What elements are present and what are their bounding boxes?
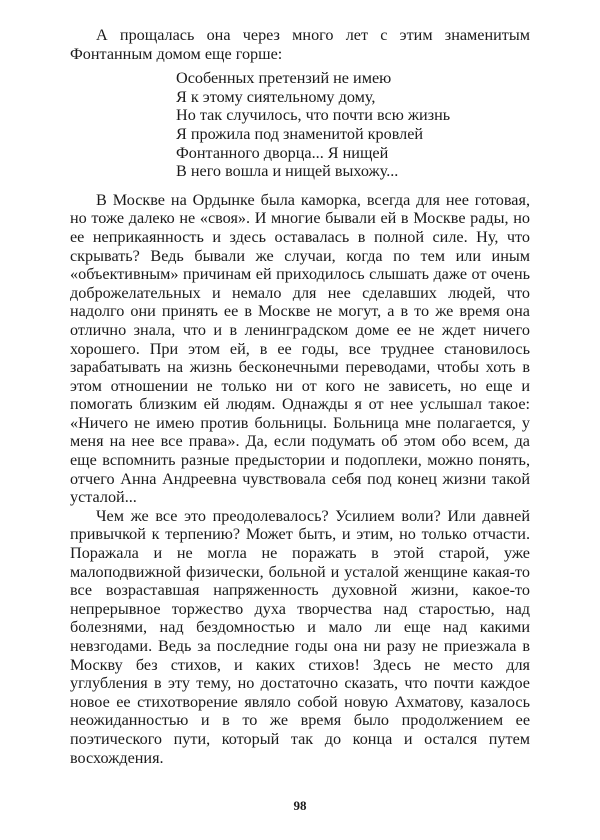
poem-quote bbox=[176, 69, 530, 181]
page-number: 98 bbox=[293, 798, 307, 813]
poem-line: Я к этому сиятельному дому, bbox=[176, 87, 376, 106]
paragraph-overcoming: Чем же все это преодолевалось? Усилием воли? Или давней привычкой к терпению? Может быть, и этим, но только отчасти. Поражала и не могла не поражать в этой старой, уже малоподвижной физически, больной и усталой женщине какая-то все возраставшая напряженность духовной жизни, какое-то непрерывное торжество духа творчества над старостью, над болезнями, над бездомностью и мало ли еще над какими невзгодами. Ведь за последние годы она ни разу не приезжала в Москву без стихов, и каких стихов! Здесь не место для углубления в эту тему, но достаточно сказать, что почти каждое новое ее стихотворение являло собой новую Ахматову, казалось неожиданностью и в то же время было продолжением ее поэтического пути, который так до конца и остался путем восхождения. bbox=[70, 506, 530, 767]
text-body bbox=[70, 26, 530, 767]
poem-line: В него вошла и нищей выхожу... bbox=[176, 162, 399, 181]
poem-line: Особенных претензий не имею bbox=[176, 69, 392, 88]
poem-line: Но так случилось, что почти всю жизнь bbox=[176, 106, 451, 125]
paragraph-intro: А прощалась она через много лет с этим знаменитым Фонтанным домом еще горше: bbox=[70, 26, 530, 63]
poem-line: Фонтанного дворца... Я нищей bbox=[176, 143, 389, 162]
paragraph-moscow: В Москве на Ордынке была каморка, всегда для нее готовая, но тоже далеко не «своя». И многие бывали ей в Москве рады, но ее неприкаянность и здесь оставалась в полной силе. Ну, что скрывать? Ведь бывали же случаи, когда по тем или иным «объективным» причинам ей приходилось слышать даже от очень доброжелательных и немало для нее сделавших людей, что надолго они принять ее в Москве не могут, а в то же время она отлично знала, что и в ленинградском доме ее не ждет ничего хорошего. При этом ей, в ее годы, все труднее становилось зарабатывать на жизнь бесконечными переводами, чтобы хоть в этом отношении не только ни от кого не зависеть, но еще и помогать близким ей людям. Однажды я от нее услышал такое: «Ничего не имею против больницы. Больница мне полагается, у меня на нее все права». Да, если подумать об этом обо всем, да еще вспомнить разные предыстории и подоплеки, можно понять, отчего Анна Андреевна чувствовала себя под конец жизни такой усталой... bbox=[70, 190, 530, 507]
poem-line: Я прожила под знаменитой кровлей bbox=[176, 124, 424, 143]
